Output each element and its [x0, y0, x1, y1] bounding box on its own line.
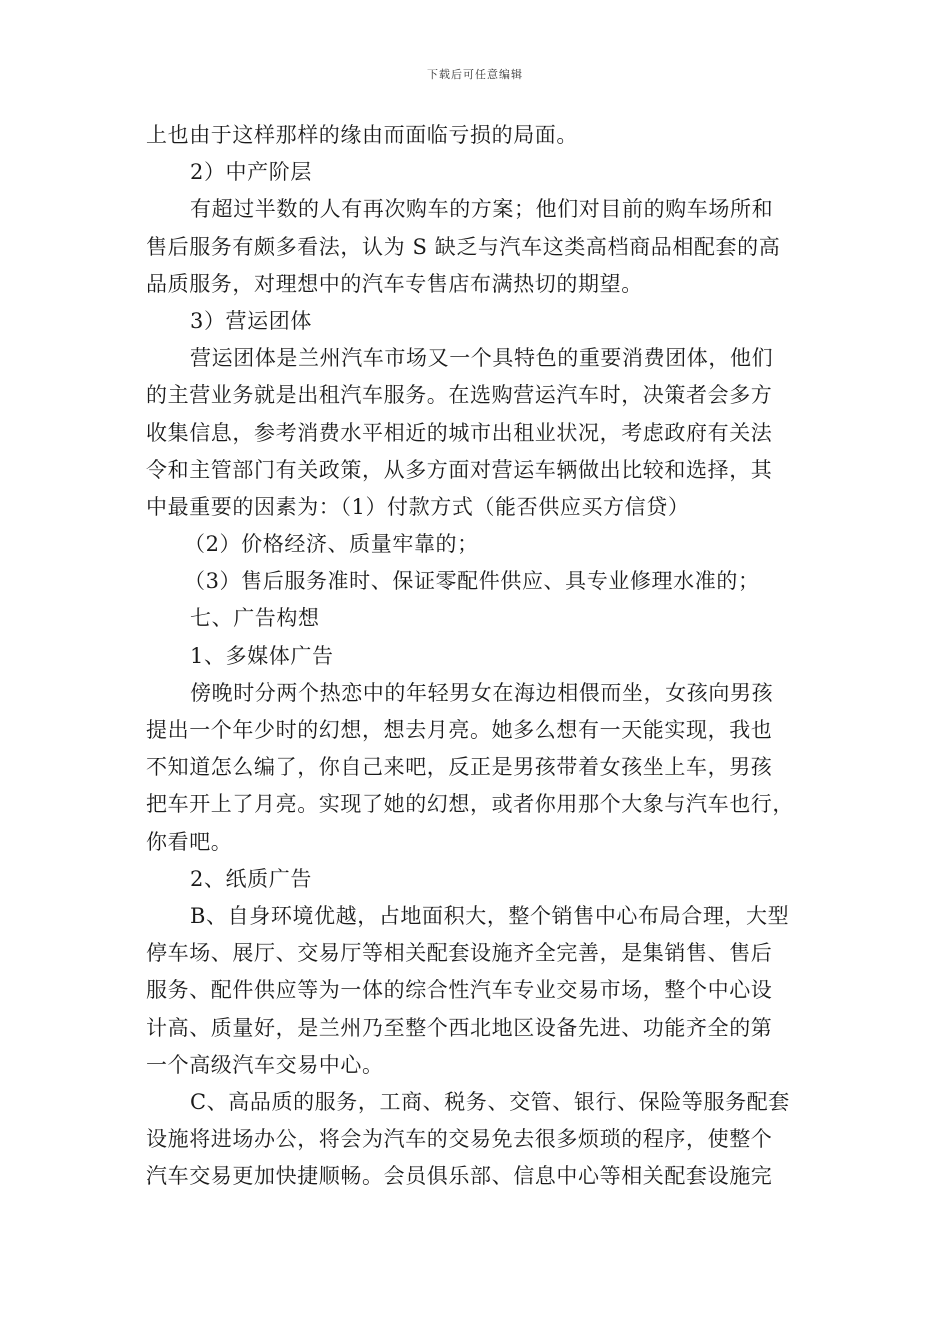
text-line: 有超过半数的人有再次购车的方案；他们对目前的购车场所和: [190, 197, 774, 222]
text-line: （2）价格经济、质量牢靠的；: [184, 532, 479, 557]
text-line: 不知道怎么编了，你自己来吧，反正是男孩带着女孩坐上车，男孩: [146, 755, 773, 780]
text-line: 把车开上了月亮。实现了她的幻想，或者你用那个大象与汽车也行，: [146, 792, 794, 817]
text-line: 提出一个年少时的幻想，想去月亮。她多么想有一天能实现，我也: [146, 718, 773, 742]
document-body: [146, 117, 822, 1195]
text-line: 计高、质量好，是兰州乃至整个西北地区设备先进、功能齐全的第: [146, 1015, 773, 1040]
text-line: 令和主管部门有关政策，从多方面对营运车辆做出比较和选择，其: [146, 457, 773, 482]
text-line: 2、纸质广告: [190, 866, 312, 891]
text-line: 你看吧。: [146, 829, 233, 854]
text-line: 停车场、展厅、交易厅等相关配套设施齐全完善，是集销售、售后: [146, 941, 773, 966]
text-line: 中最重要的因素为：（1）付款方式（能否供应买方信贷）: [146, 494, 690, 519]
text-line: 设施将进场办公，将会为汽车的交易免去很多烦琐的程序，使整个: [146, 1127, 773, 1152]
text-line: 的主营业务就是出租汽车服务。在选购营运汽车时，决策者会多方: [146, 383, 773, 408]
text-line: （3）售后服务准时、保证零配件供应、具专业修理水准的；: [184, 569, 760, 594]
text-line: 汽车交易更加快捷顺畅。会员俱乐部、信息中心等相关配套设施完: [146, 1164, 773, 1189]
page-header: 下载后可任意编辑: [427, 68, 523, 81]
text-line: 服务、配件供应等为一体的综合性汽车专业交易市场，整个中心设: [146, 978, 773, 1003]
text-line: 售后服务有颇多看法，认为 S 缺乏与汽车这类高档商品相配套的高: [146, 234, 781, 259]
text-line: 1、多媒体广告: [190, 643, 334, 668]
text-line: 品质服务，对理想中的汽车专售店布满热切的期望。: [146, 271, 643, 296]
text-line: C、高品质的服务，工商、税务、交管、银行、保险等服务配套: [190, 1089, 790, 1114]
text-line: 营运团体是兰州汽车市场又一个具特色的重要消费团体，他们: [190, 346, 774, 371]
text-line: 收集信息，参考消费水平相近的城市出租业状况，考虑政府有关法: [146, 420, 773, 445]
text-line: 傍晚时分两个热恋中的年轻男女在海边相偎而坐，女孩向男孩: [190, 680, 774, 705]
text-line: B、自身环境优越，占地面积大，整个销售中心布局合理，大型: [190, 903, 790, 928]
text-line: 3）营运团体: [190, 308, 312, 333]
text-line: 七、广告构想: [190, 606, 320, 631]
text-line: 2）中产阶层: [190, 160, 312, 185]
text-line: 上也由于这样那样的缘由而面临亏损的局面。: [146, 123, 578, 147]
text-line: 一个高级汽车交易中心。: [146, 1052, 384, 1077]
